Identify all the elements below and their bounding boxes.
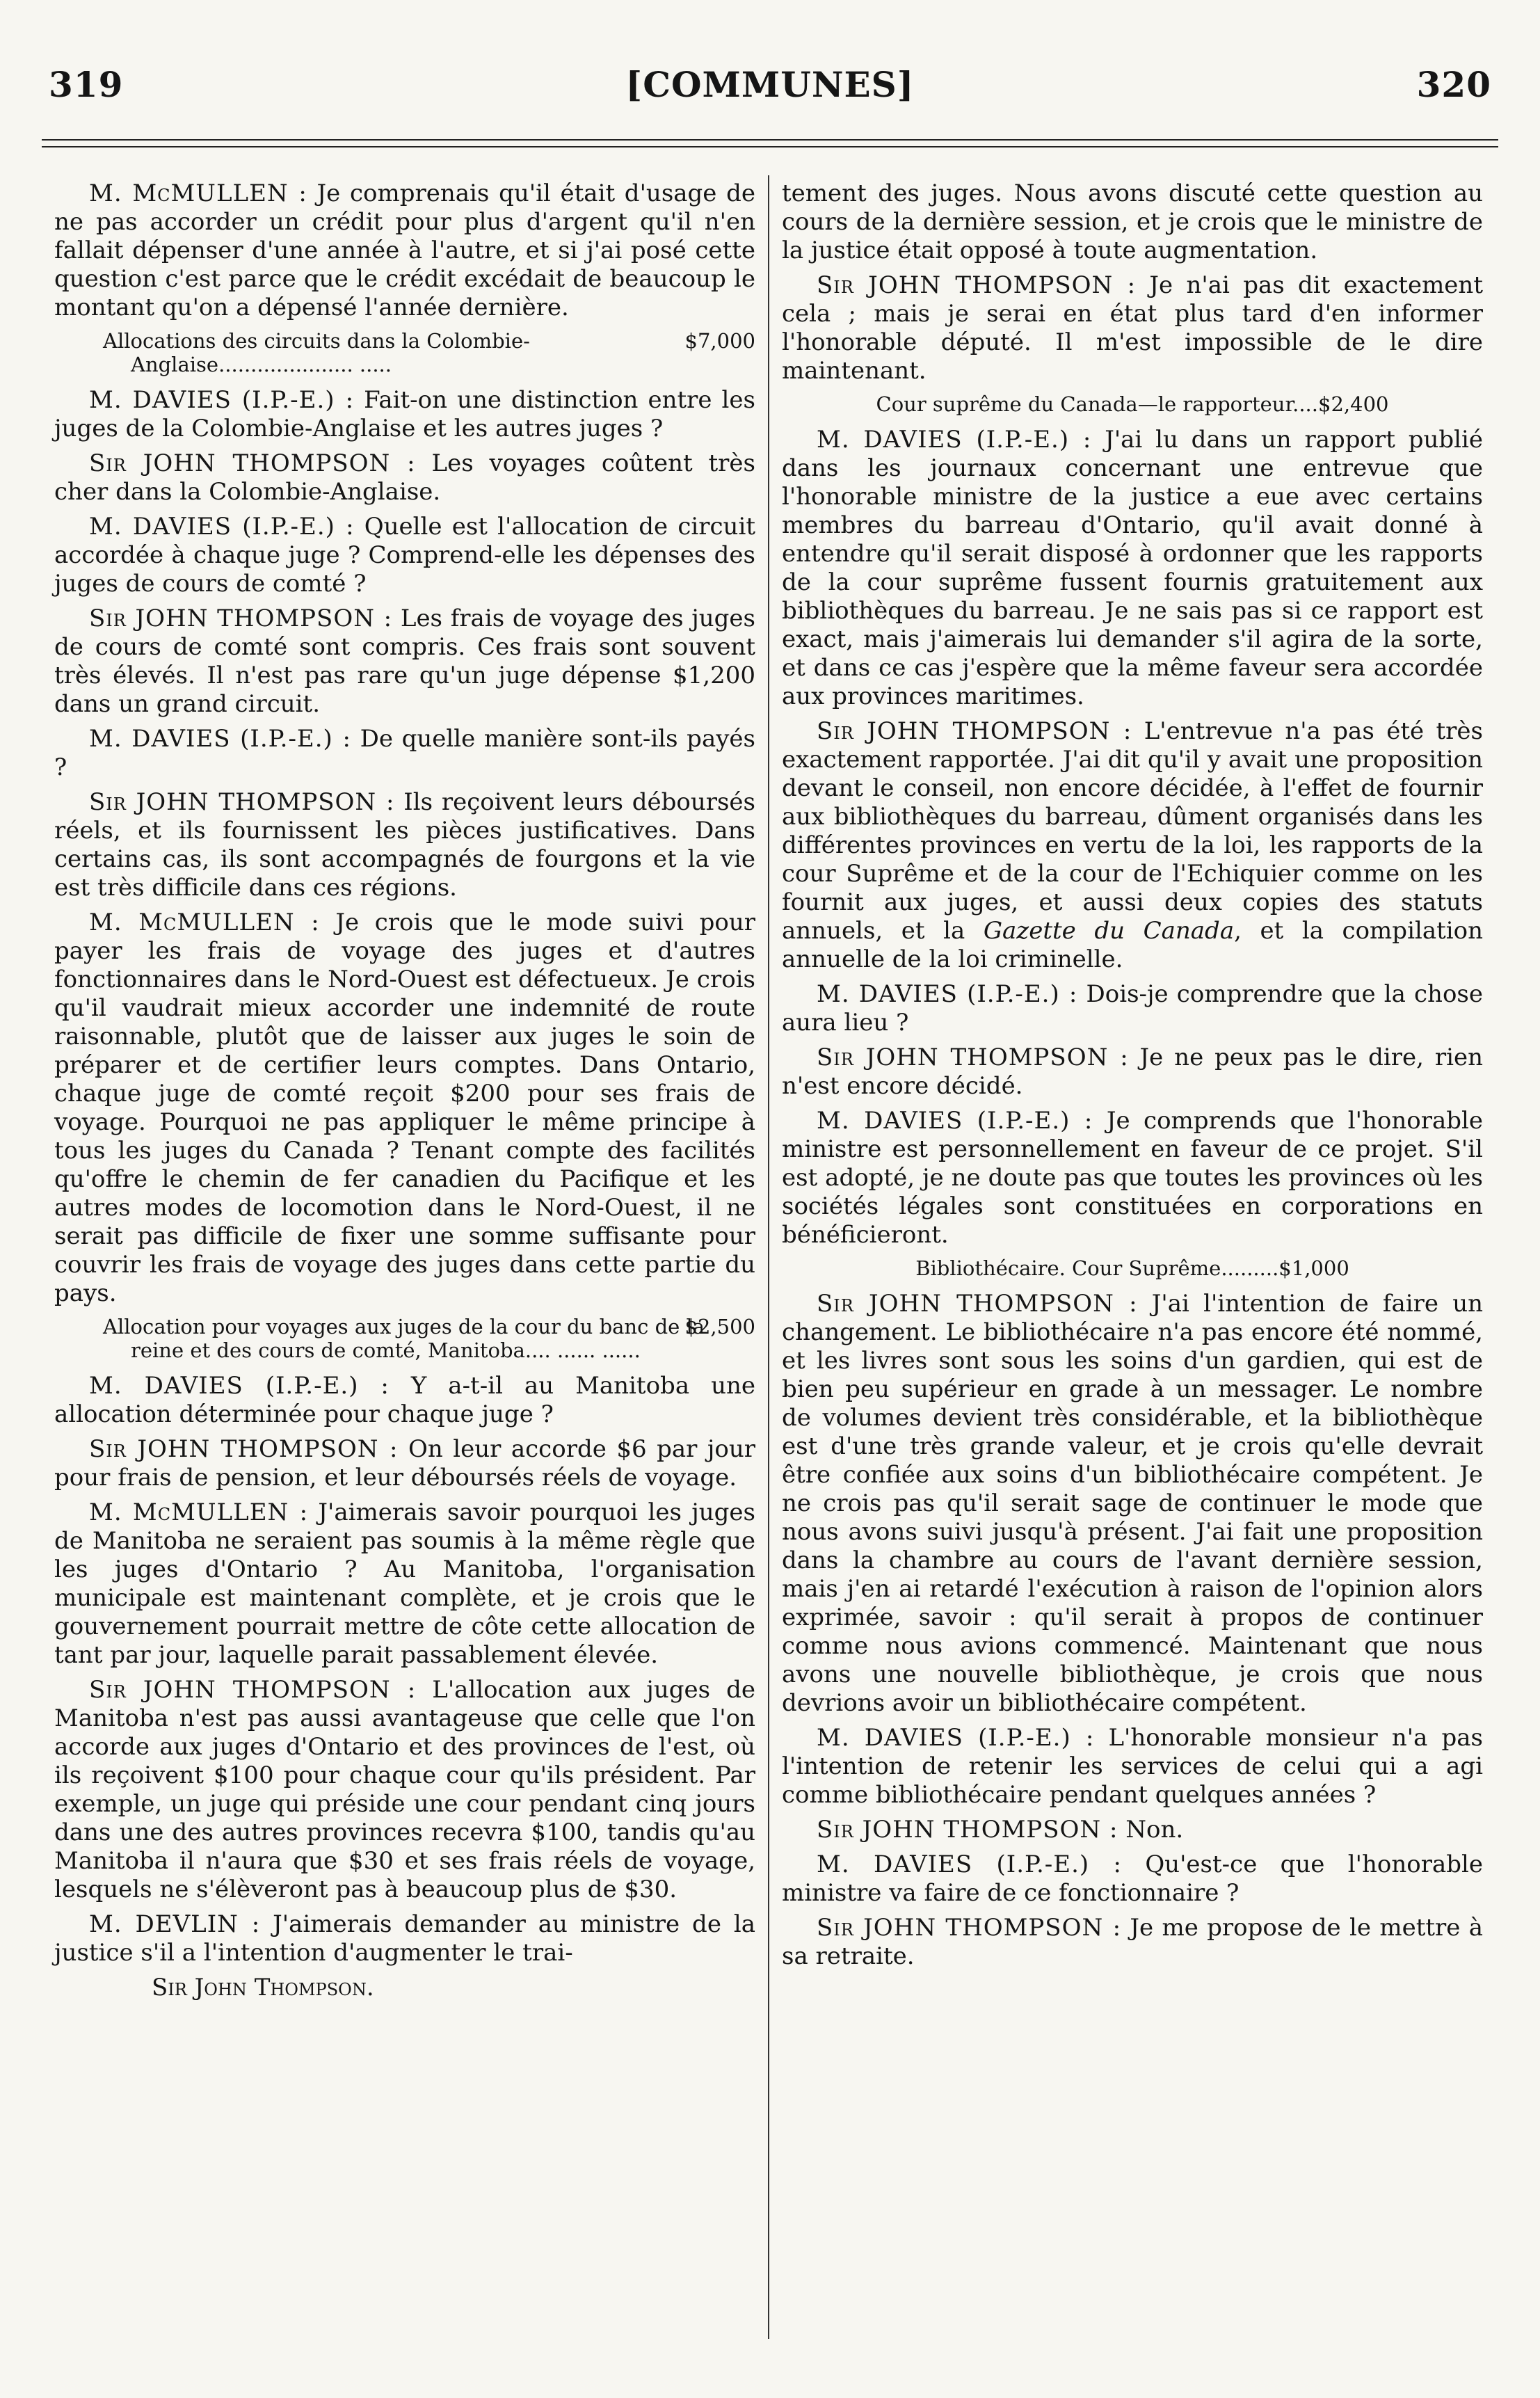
speech-text: Qu'est-ce que l'honorable ministre va faire de ce fonctionnaire ? (782, 1851, 1483, 1907)
speech-text: tement des juges. Nous avons discuté cette question au cours de la dernière session, et je crois que le ministre de la justice était opposé à toute augmentation. (782, 179, 1483, 264)
speech-paragraph (782, 426, 1483, 711)
speech-text: , et la compilation annuelle de la loi criminelle. (782, 917, 1483, 973)
speaker-name: Sir JOHN THOMPSON : (89, 1435, 399, 1463)
speaker-name: Sir JOHN THOMPSON : (89, 788, 395, 816)
leader-dots: ......... (1221, 1256, 1279, 1280)
speaker-name: M. McMULLEN : (89, 1498, 309, 1526)
speaker-name: M. DAVIES (I.P.-E.) : (817, 1107, 1093, 1135)
speech-text: L'allocation aux juges de Manitoba n'est pas aussi avantageuse que celle que l'on accorde aux juges d'Ontario et des provinces de l'est, où ils reçoivent $100 pour chaque cour qu'ils président. Par exemple, un juge qui préside une cour pendant cinq jours dans une des autres provinces recevra $100, tandis qu'au Manitoba il n'aura que $30 et ses frais réels de voyage, lesquels ne s'élèveront pas à beaucoup plus de $30. (54, 1676, 756, 1903)
speech-text: Je n'ai pas dit exactement cela ; mais je serai en état plus tard d'en informer l'honorable député. Il m'est impossible de le dire maintenant. (782, 271, 1483, 385)
speech-paragraph (782, 1107, 1483, 1249)
speaker-name: M. DAVIES (I.P.-E.) : (89, 725, 351, 753)
header-rule-top (42, 139, 1498, 141)
speech-text: Ils reçoivent leurs déboursés réels, et ils fournissent les pièces justificatives. Dans certains cas, ils sont accompagnés de fourgons et la vie est très difficile dans ces régions. (54, 788, 755, 902)
speaker-name: Sir JOHN THOMPSON : (817, 1044, 1129, 1071)
speech-paragraph (782, 717, 1483, 974)
right-column (782, 179, 1483, 1977)
speech-text: On leur accorde $6 par jour pour frais de pension, et leur déboursés réels de voyage. (54, 1435, 756, 1492)
speech-paragraph (54, 1498, 755, 1670)
speaker-name: M. DAVIES (I.P.-E.) : (817, 1851, 1122, 1878)
speech-paragraph (54, 605, 755, 719)
speech-continuation (782, 179, 1483, 265)
budget-amount: $2,500 (684, 1315, 755, 1338)
speaker-name: Sir JOHN THOMPSON : (89, 449, 416, 477)
speaker-name: M. DAVIES (I.P.-E.) : (817, 1724, 1095, 1752)
speech-text: Dois-je comprendre que la chose aura lieu ? (782, 980, 1483, 1037)
speech-paragraph (54, 1435, 755, 1492)
speaker-name: Sir JOHN THOMPSON : (817, 1290, 1138, 1318)
budget-amount: $1,000 (1278, 1256, 1349, 1280)
budget-item (782, 392, 1483, 416)
budget-label: Allocations des circuits dans la Colombie-Anglaise (103, 329, 530, 376)
page-title: [COMMUNES] (625, 64, 915, 105)
speech-paragraph (782, 980, 1483, 1037)
speech-paragraph (54, 386, 755, 443)
speaker-name: M. DAVIES (I.P.-E.) : (89, 1372, 390, 1400)
left-column (54, 179, 755, 2008)
speech-paragraph (782, 1851, 1483, 1908)
speech-paragraph (54, 513, 755, 598)
speech-paragraph (782, 1914, 1483, 1971)
page-header (42, 58, 1498, 114)
speaker-name: Sir JOHN THOMPSON : (89, 1676, 417, 1704)
speaker-name: M. DAVIES (I.P.-E.) : (817, 980, 1078, 1008)
speech-paragraph (782, 1724, 1483, 1809)
speech-text: L'honorable monsieur n'a pas l'intention de retenir les services de celui qui a agi comme bibliothécaire pendant quelques années ? (782, 1724, 1483, 1809)
speech-paragraph (54, 1372, 755, 1429)
speaker-name: M. DEVLIN : (89, 1910, 261, 1938)
speaker-name: M. McMULLEN : (89, 179, 307, 207)
speaker-name: Sir JOHN THOMPSON : (817, 271, 1137, 299)
speech-paragraph (54, 1910, 755, 1967)
speech-text: De quelle manière sont-ils payés ? (54, 725, 755, 781)
speech-paragraph (782, 1816, 1483, 1844)
budget-amount: $2,400 (1318, 392, 1389, 416)
speech-text: Fait-on une distinction entre les juges de la Colombie-Anglaise et les autres juges ? (54, 386, 755, 442)
speech-text: Je ne peux pas le dire, rien n'est encore décidé. (782, 1044, 1483, 1100)
speech-text: J'aimerais savoir pourquoi les juges de Manitoba ne seraient pas soumis à la même règle que les juges d'Ontario ? Au Manitoba, l'organisation municipale est maintenant complète, et je crois que le gouvernement pourrait mettre de côte cette allocation de tant par jour, laquelle parait passablement élevée. (54, 1498, 755, 1669)
speaker-name: Sir JOHN THOMPSON : (817, 1914, 1122, 1942)
speech-text: Les voyages coûtent très cher dans la Colombie-Anglaise. (54, 449, 755, 506)
speaker-name: M. McMULLEN : (89, 909, 320, 936)
speech-text: Non. (1125, 1816, 1184, 1844)
header-rule-bottom (42, 146, 1498, 147)
leader-dots: .... (1292, 392, 1318, 416)
speech-paragraph (54, 909, 755, 1308)
speech-paragraph (54, 725, 755, 782)
speech-text: Les frais de voyage des juges de cours de comté sont compris. Ces frais sont souvent très élevés. Il n'est pas rare qu'un juge dépense $1,200 dans un grand circuit. (54, 605, 756, 718)
speech-text: Quelle est l'allocation de circuit accordée à chaque juge ? Comprend-elle les dépenses des juges de cours de comté ? (54, 513, 755, 598)
speech-paragraph (782, 1290, 1483, 1718)
speech-paragraph (782, 1044, 1483, 1101)
budget-item (54, 1315, 755, 1362)
speech-text: Je comprends que l'honorable ministre est personnellement en faveur de ce projet. S'il est adopté, je ne doute pas que toutes les provinces où les sociétés légales sont constituées en corporations en bénéficieront. (782, 1107, 1483, 1249)
page-number-right: 320 (1416, 64, 1491, 105)
speech-text: Je crois que le mode suivi pour payer les frais de voyage des juges et d'autres fonctionnaires dans le Nord-Ouest est défectueux. Je crois qu'il vaudrait mieux accorder une indemnité de route raisonnable, plutôt que de laisser aux juges le soin de préparer et de certifier leurs comptes. Dans Ontario, chaque juge de comté reçoit $200 pour ses frais de voyage. Pourquoi ne pas appliquer le même principe à tous les juges du Canada ? Tenant compte des facilités qu'offre le chemin de fer canadien du Pacifique et les autres modes de locomotion dans le Nord-Ouest, il ne serait pas difficile de fixer une somme suffisante pour couvrir les frais de voyage des juges dans cette partie du pays. (54, 909, 756, 1307)
speaker-name: Sir JOHN THOMPSON : (817, 1816, 1118, 1844)
budget-label: Cour suprême du Canada—le rapporteur (876, 392, 1293, 416)
speech-text: L'entrevue n'a pas été très exactement rapportée. J'ai dit qu'il y avait une proposition devant le conseil, non encore décidée, à l'effet de fournir aux bibliothèques du barreau, dûment organisés dans les différentes provinces en vertu de la loi, les rapports de la cour Suprême et de la cour de l'Echiquier comme on les fournit aux juges, et aussi deux copies des statuts annuels, et la (782, 717, 1484, 945)
budget-item (782, 1256, 1483, 1280)
speaker-name: M. DAVIES (I.P.-E.) : (89, 386, 355, 414)
publication-title: Gazette du Canada (983, 917, 1235, 945)
budget-label: Bibliothécaire. Cour Suprême (915, 1256, 1221, 1280)
running-footer: Sir John Thompson. (152, 1974, 374, 2001)
leader-dots: ..................... ..... (218, 353, 392, 376)
budget-amount: $7,000 (684, 329, 755, 353)
speech-paragraph (54, 1676, 755, 1904)
budget-item (54, 329, 755, 376)
speaker-name: Sir JOHN THOMPSON : (817, 717, 1132, 745)
speech-text: J'ai lu dans un rapport publié dans les journaux concernant une entrevue que l'honorable ministre de la justice a eue avec certains membres du barreau d'Ontario, qu'il avait donné à entendre qu'il serait disposé à ordonner que les rapports de la cour suprême fussent fournis gratuitement aux bibliothèques du barreau. Je ne sais pas si ce rapport est exact, mais j'aimerais lui demander s'il agira de la sorte, et dans ce cas j'espère que la même faveur sera accordée aux provinces maritimes. (782, 426, 1483, 710)
speech-text: Y a-t-il au Manitoba une allocation déterminée pour chaque juge ? (54, 1372, 755, 1428)
leader-dots: .... ...... ...... (524, 1338, 641, 1362)
speaker-name: M. DAVIES (I.P.-E.) : (817, 426, 1092, 454)
speech-paragraph (54, 449, 755, 506)
speech-paragraph (54, 179, 755, 322)
speech-text: J'aimerais demander au ministre de la justice s'il a l'intention d'augmenter le trai- (54, 1910, 755, 1967)
column-divider (768, 175, 769, 2339)
speech-text: J'ai l'intention de faire un changement. Le bibliothécaire n'a pas encore été nommé, et les livres sont sous les soins d'un gardien, qui est de bien peu supérieur en grade à un messager. Le nombre de volumes devient très considérable, et la bibliothèque est d'une très grande valeur, et je crois qu'elle devrait être confiée aux soins d'un bibliothécaire compétent. Je ne crois pas qu'il serait sage de continuer le mode que nous avons suivi jusqu'à présent. J'ai fait une proposition dans la chambre au cours de l'avant dernière session, mais j'en ai retardé l'exécution à raison de l'opinion alors exprimée, savoir : qu'il serait à propos de continuer comme nous avions commencé. Maintenant que nous avons une nouvelle bibliothèque, je crois que nous devrions avoir un bibliothécaire compétent. (782, 1290, 1483, 1717)
budget-label: Allocation pour voyages aux juges de la cour du banc de la reine et des cours de comté, Manitoba (103, 1315, 705, 1362)
speech-paragraph (782, 271, 1483, 385)
speech-text: Je me propose de le mettre à sa retraite. (782, 1914, 1484, 1970)
speaker-name: Sir JOHN THOMPSON : (89, 605, 393, 632)
speech-text: Je comprenais qu'il était d'usage de ne pas accorder un crédit pour plus d'argent qu'il n'en fallait dépenser d'une année à l'autre, et si j'ai posé cette question c'est parce que le crédit excédait de beaucoup le montant qu'on a dépensé l'année dernière. (54, 179, 755, 321)
speaker-name: M. DAVIES (I.P.-E.) : (89, 513, 355, 541)
page-number-left: 319 (49, 64, 124, 105)
speech-paragraph (54, 788, 755, 902)
